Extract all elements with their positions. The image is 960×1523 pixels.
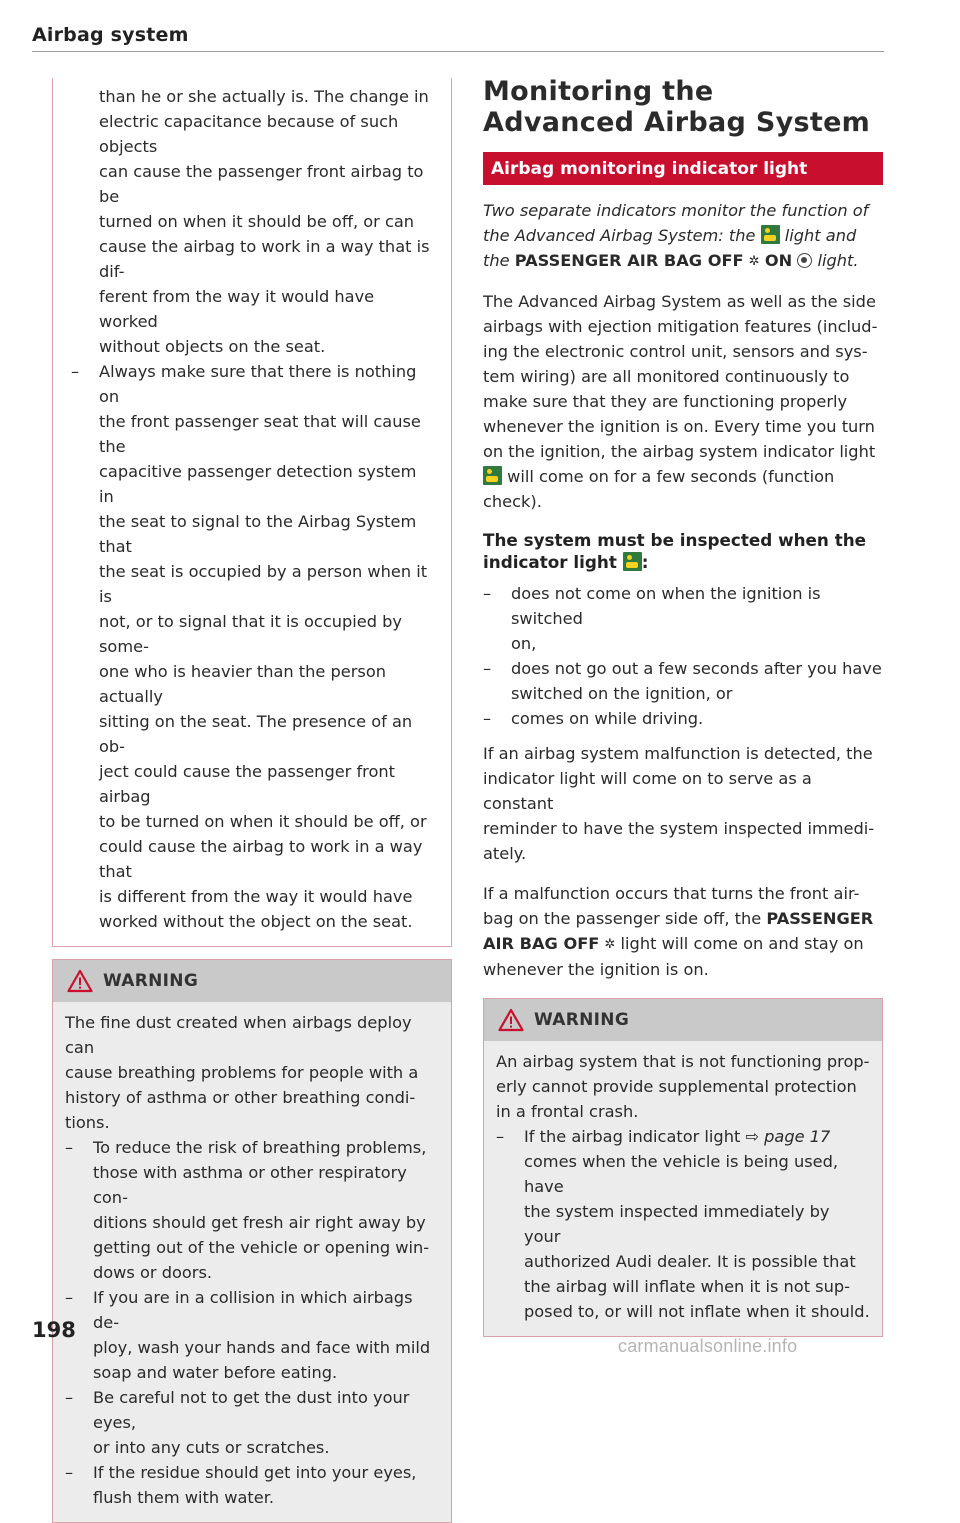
- list-item: – comes on while driving.: [483, 706, 883, 731]
- right-column: [483, 76, 883, 1337]
- airbag-indicator-icon: [483, 466, 502, 485]
- warning-body: [53, 1002, 451, 1522]
- text-line: history of asthma or other breathing condi-: [65, 1088, 416, 1107]
- list-item: – If you are in a collision in which airbags de- ploy, wash your hands and face with mild soap and water before eating.: [65, 1285, 439, 1385]
- continued-text: [71, 84, 433, 359]
- list-item: – Always make sure that there is nothing on the front passenger seat that will cause the capacitive passenger detection system in the seat to signal to the Airbag System that the seat is occupied by a person when it is not, or to signal that it is occupied by some- one who is heavier than the person actually sitting on the seat. The presence of an ob- ject could cause the passenger front airbag to be turned on when it should be off, or could cause the airbag to work in a way that is different from the way it would have worked without the object on the seat.: [71, 359, 433, 934]
- text-line: electric capacitance because of such objects: [99, 112, 399, 156]
- warning-box-dust: [52, 959, 452, 1523]
- running-header: Airbag system: [32, 24, 189, 46]
- page-number: 198: [32, 1318, 76, 1342]
- list-item: – does not come on when the ignition is switched on,: [483, 581, 883, 656]
- text-line: cause the airbag to work in a way that is dif-: [99, 237, 430, 281]
- warning-label: WARNING: [534, 1010, 630, 1030]
- warning-bullets: [65, 1135, 439, 1510]
- warning-bullets: [496, 1124, 870, 1324]
- text-line: turned on when it should be off, or can: [99, 212, 415, 231]
- left-column: [52, 78, 452, 1523]
- list-item: – If the residue should get into your eyes, flush them with water.: [65, 1460, 439, 1510]
- warning-label: WARNING: [103, 971, 199, 991]
- inspection-subheading: The system must be inspected when the indicator light :: [483, 530, 867, 572]
- page-reference-link[interactable]: ⇨ page 17: [745, 1127, 831, 1146]
- continued-bullets: [71, 359, 433, 934]
- monitoring-paragraph: The Advanced Airbag System as well as the side airbags with ejection mitigation features (includ- ing the electronic control unit, sensors and sys- tem wiring) are all monitored continuously to make sure that they are functioning properly whenever the ignition is on. Every time you turn on the ignition, the airbag system indicator light will come on for a few seconds (function check).: [483, 292, 878, 511]
- passenger-off-paragraph: If a malfunction occurs that turns the front air- bag on the passenger side off, the PASSENGER AIR BAG OFF ✲ light will come on and stay on whenever the ignition is on.: [483, 884, 874, 979]
- text-line: tions.: [65, 1113, 110, 1132]
- passenger-airbag-icon: ✲: [604, 937, 616, 952]
- airbag-indicator-icon: [623, 552, 642, 571]
- subsection-bar: Airbag monitoring indicator light: [483, 152, 883, 185]
- airbag-indicator-icon: [761, 225, 780, 244]
- continued-warning-box: [52, 78, 452, 947]
- warning-header: [53, 960, 451, 1002]
- list-item: – To reduce the risk of breathing problems, those with asthma or other respiratory con- ditions should get fresh air right away by getting out of the vehicle or opening win- dows or doors.: [65, 1135, 439, 1285]
- list-item: – Be careful not to get the dust into your eyes, or into any cuts or scratches.: [65, 1385, 439, 1460]
- header-rule: [32, 51, 884, 52]
- text-line: without objects on the seat.: [99, 337, 326, 356]
- inspection-bullets: [483, 581, 883, 731]
- text-line: can cause the passenger front airbag to be: [99, 162, 424, 206]
- airbag-on-icon: [797, 253, 812, 268]
- warning-header: [484, 999, 882, 1041]
- list-item: – If the airbag indicator light ⇨ page 17 comes when the vehicle is being used, have the system inspected immediately by your authorized Audi dealer. It is possible that the airbag will inflate when it is not sup- posed to, or will not inflate when it should.: [496, 1124, 870, 1324]
- intro-paragraph: Two separate indicators monitor the function of the Advanced Airbag System: the light and the PASSENGER AIR BAG OFF ✲ ON light.: [483, 201, 869, 270]
- warning-box-malfunction: [483, 998, 883, 1337]
- passenger-airbag-icon: ✲: [748, 254, 760, 269]
- section-title: Monitoring the Advanced Airbag System: [483, 76, 871, 138]
- warning-triangle-icon: [498, 1008, 524, 1032]
- text-line: cause breathing problems for people with a: [65, 1063, 419, 1082]
- warning-body: An airbag system that is not functioning prop- erly cannot provide supplemental protection in a frontal crash. – If the airbag indicator light ⇨ page 17 comes when the vehicle is being used, have the system inspected immediately by your authorized Audi dealer. It is possible that the airbag will inflate when it is not sup- posed to, or will not inflate when it should.: [484, 1041, 882, 1336]
- list-item: – does not go out a few seconds after you have switched on the ignition, or: [483, 656, 883, 706]
- text-line: than he or she actually is. The change in: [99, 87, 429, 106]
- warning-triangle-icon: [67, 969, 93, 993]
- text-line: ferent from the way it would have worked: [99, 287, 375, 331]
- watermark: carmanualsonline.info: [618, 1336, 798, 1356]
- text-line: The fine dust created when airbags deploy can: [65, 1013, 412, 1057]
- malfunction-paragraph: If an airbag system malfunction is detected, the indicator light will come on to serve as a constant reminder to have the system inspected immedi- ately.: [483, 744, 875, 863]
